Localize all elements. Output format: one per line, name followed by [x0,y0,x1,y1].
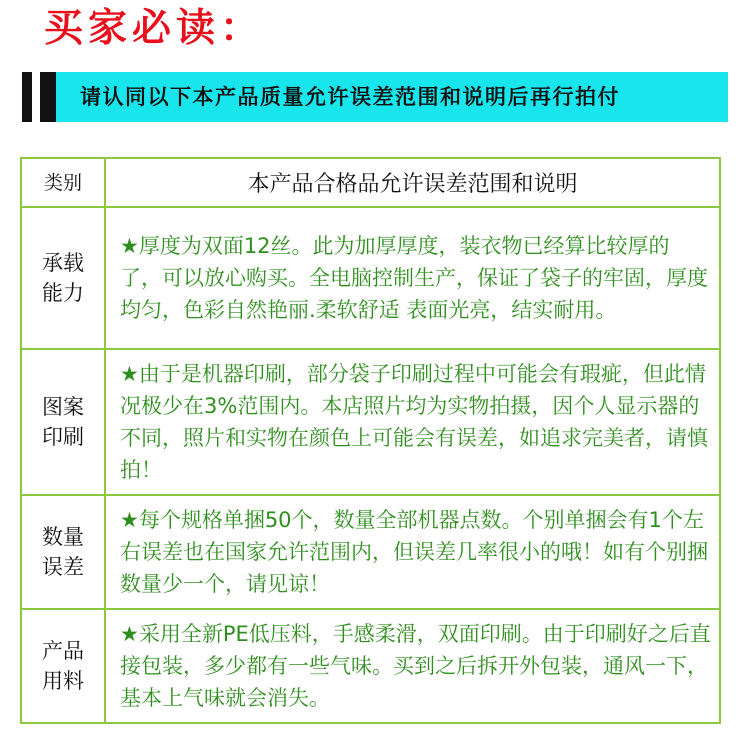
category-line: 数量 [42,525,84,549]
quality-tolerance-table [20,157,721,724]
row-category [21,609,105,723]
row-category [21,207,105,349]
category-line: 印刷 [42,425,84,449]
banner-accent-bar [22,72,32,122]
category-line: 用料 [42,669,84,693]
header-description: 本产品合格品允许误差范围和说明 [105,158,720,207]
category-line: 能力 [42,281,84,305]
category-line: 产品 [42,639,84,663]
row-category [21,495,105,609]
row-description: ★采用全新PE低压料，手感柔滑，双面印刷。由于印刷好之后直接包装，多少都有一些气味。买到之后拆开外包装，通风一下，基本上气味就会消失。 [105,609,720,723]
row-category [21,349,105,495]
header-category: 类别 [21,158,105,207]
table-row [21,495,720,609]
table-row [21,207,720,349]
category-line: 图案 [42,395,84,419]
page-title: 买家必读： [44,5,265,51]
row-description: ★每个规格单捆50个，数量全部机器点数。个别单捆会有1个左右误差也在国家允许范围内，但误差几率很小的哦！如有个别捆数量少一个，请见谅！ [105,495,720,609]
row-description: ★由于是机器印刷，部分袋子印刷过程中可能会有瑕疵，但此情况极少在3%范围内。本店照片均为实物拍摄，因个人显示器的不同，照片和实物在颜色上可能会有误差，如追求完美者，请慎拍！ [105,349,720,495]
row-description: ★厚度为双面12丝。此为加厚厚度，装衣物已经算比较厚的了，可以放心购买。全电脑控制生产，保证了袋子的牢固，厚度均匀，色彩自然艳丽.柔软舒适 表面光亮，结实耐用。 [105,207,720,349]
category-line: 误差 [42,555,84,579]
table-row [21,349,720,495]
banner-accent-bar [40,72,56,122]
table-row [21,609,720,723]
category-line: 承载 [42,251,84,275]
table-header-row [21,158,720,207]
notice-banner-text: 请认同以下本产品质量允许误差范围和说明后再行拍付 [80,84,620,109]
